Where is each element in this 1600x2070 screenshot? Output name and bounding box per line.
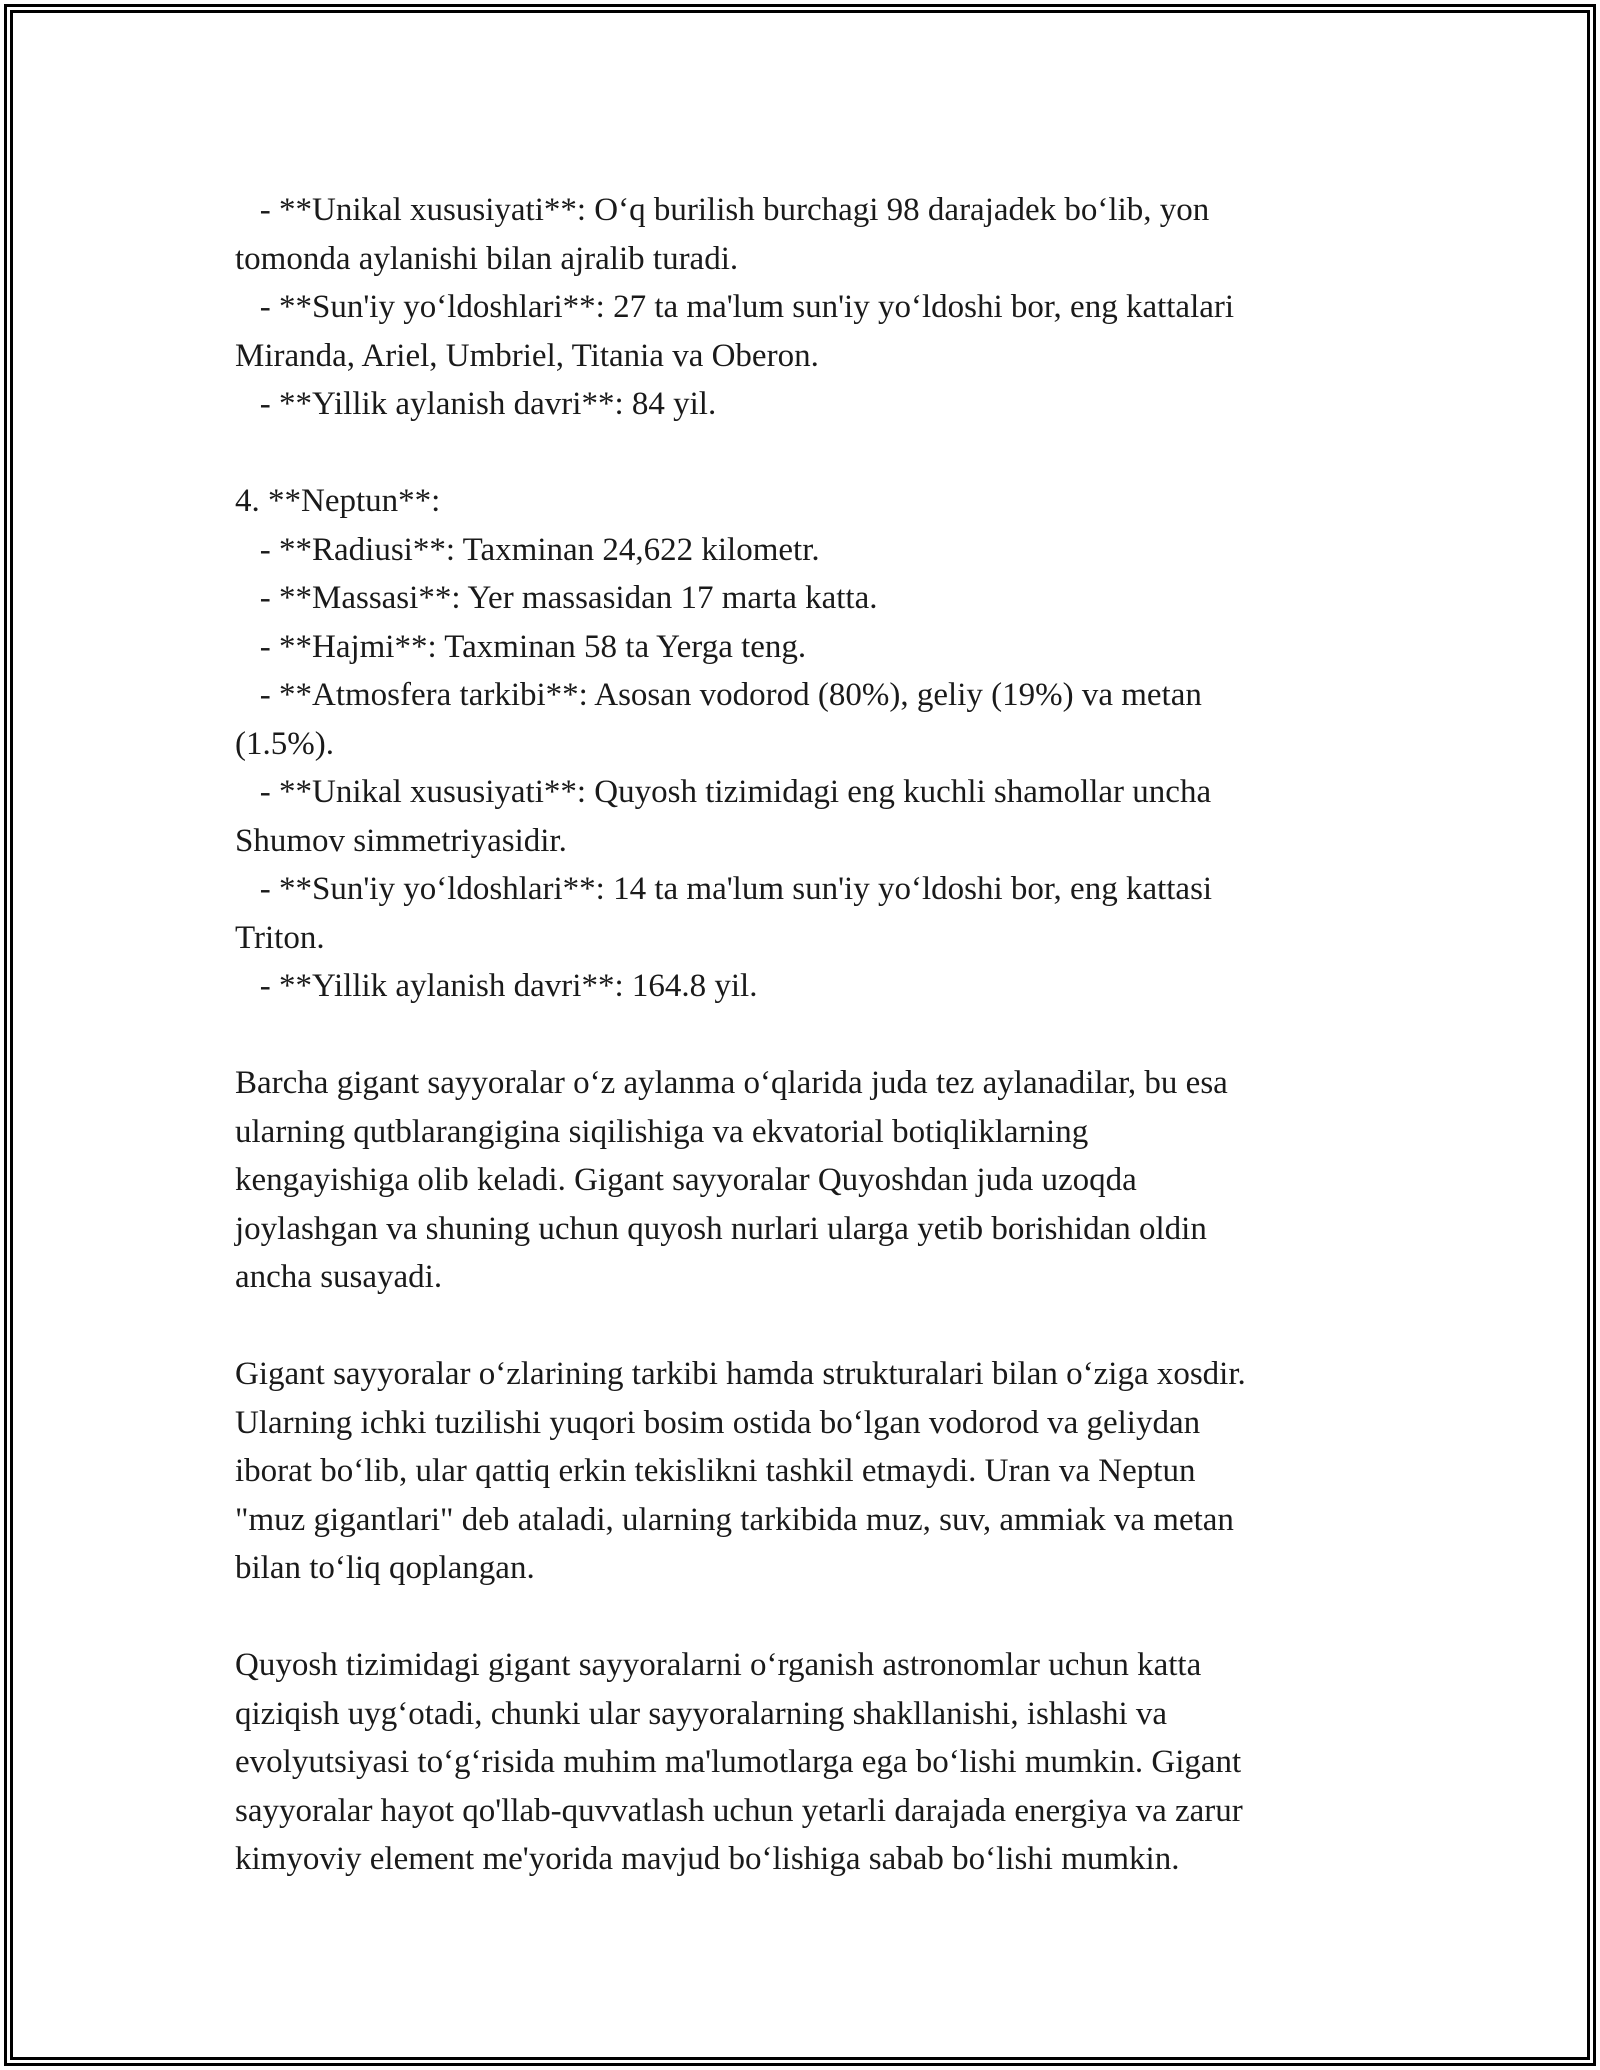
text-line: kimyoviy element me'yorida mavjud bo‘lishiga sabab bo‘lishi mumkin. (235, 1841, 1180, 1877)
text-line: (1.5%). (235, 725, 334, 762)
text-line: - **Atmosfera tarkibi**: Asosan vodorod (80%), geliy (19%) va metan (235, 677, 1202, 713)
blank-line (235, 1593, 1385, 1642)
text-line: evolyutsiyasi to‘g‘risida muhim ma'lumotlarga ega bo‘lishi mumkin. Gigant (235, 1744, 1242, 1780)
text-line: - **Yillik aylanish davri**: 164.8 yil. (235, 968, 758, 1004)
text-line: Barcha gigant sayyoralar o‘z aylanma o‘qlarida juda tez aylanadilar, bu esa (235, 1065, 1228, 1101)
text-line: Ularning ichki tuzilishi yuqori bosim ostida bo‘lgan vodorod va geliydan (235, 1404, 1201, 1441)
text-line: Quyosh tizimidagi gigant sayyoralarni o‘rganish astronomlar uchun katta (235, 1647, 1202, 1683)
text-line: qiziqish uyg‘otadi, chunki ular sayyoralarning shakllanishi, ishlashi va (235, 1695, 1168, 1732)
text-line: Triton. (235, 919, 325, 956)
text-line: Miranda, Ariel, Umbriel, Titania va Oberon. (235, 337, 819, 374)
text-line: Gigant sayyoralar o‘zlarining tarkibi hamda strukturalari bilan o‘ziga xosdir. (235, 1356, 1246, 1392)
document-body (235, 186, 1385, 1884)
text-line: - **Yillik aylanish davri**: 84 yil. (235, 386, 717, 422)
text-line: kengayishiga olib keladi. Gigant sayyoralar Quyoshdan juda uzoqda (235, 1162, 1137, 1198)
blank-line (235, 1302, 1385, 1351)
blank-line (235, 429, 1385, 478)
text-line: - **Radiusi**: Taxminan 24,622 kilometr. (235, 531, 820, 568)
text-line: tomonda aylanishi bilan ajralib turadi. (235, 240, 739, 277)
text-line: "muz gigantlari" deb ataladi, ularning tarkibida muz, suv, ammiak va metan (235, 1501, 1234, 1538)
text-line: - **Unikal xususiyati**: O‘q burilish burchagi 98 darajadek bo‘lib, yon (235, 192, 1210, 228)
text-line: sayyoralar hayot qo'llab-quvvatlash uchun yetarli darajada energiya va zarur (235, 1792, 1243, 1829)
text-line: - **Hajmi**: Taxminan 58 ta Yerga teng. (235, 628, 807, 665)
text-line: - **Unikal xususiyati**: Quyosh tizimidagi eng kuchli shamollar uncha (235, 774, 1212, 810)
text-line: - **Massasi**: Yer massasidan 17 marta katta. (235, 580, 878, 616)
text-line: ularning qutblarangigina siqilishiga va ekvatorial botiqliklarning (235, 1113, 1089, 1150)
text-line: Shumov simmetriyasidir. (235, 822, 567, 859)
text-line: bilan to‘liq qoplangan. (235, 1550, 535, 1586)
text-line: 4. **Neptun**: (235, 483, 441, 519)
text-line: - **Sun'iy yo‘ldoshlari**: 27 ta ma'lum sun'iy yo‘ldoshi bor, eng kattalari (235, 289, 1235, 325)
text-line: joylashgan va shuning uchun quyosh nurlari ularga yetib borishidan oldin (235, 1210, 1207, 1247)
text-line: ancha susayadi. (235, 1259, 443, 1295)
blank-line (235, 1011, 1385, 1060)
text-line: - **Sun'iy yo‘ldoshlari**: 14 ta ma'lum sun'iy yo‘ldoshi bor, eng kattasi (235, 871, 1213, 907)
text-line: iborat bo‘lib, ular qattiq erkin tekislikni tashkil etmaydi. Uran va Neptun (235, 1453, 1196, 1489)
